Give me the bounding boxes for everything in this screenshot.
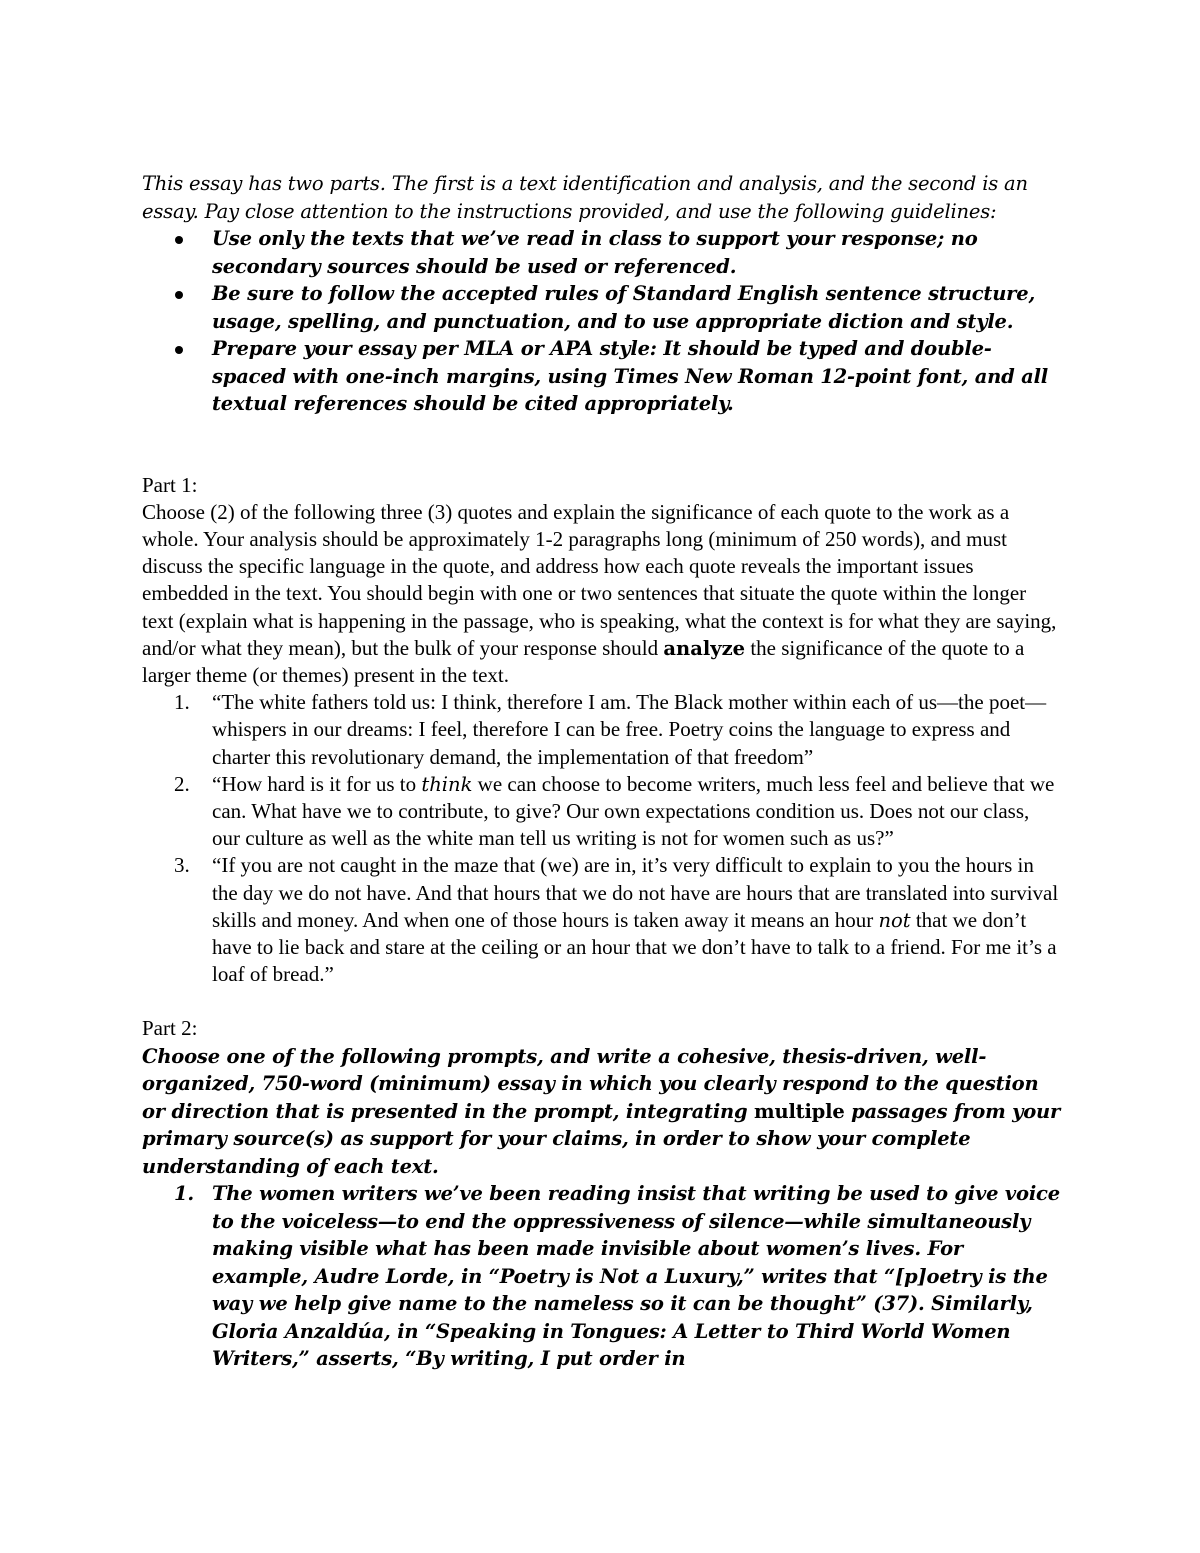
guideline-item — [212, 335, 1062, 418]
quote-text-end: we can choose to become writers, much less feel and believe that we can. What have we to contribute, to give? Our own expectations condition us. Does not our class, our culture as well as the white man tell us writing is not for women such as us?” — [212, 771, 1055, 851]
bullet-icon — [175, 346, 183, 354]
quote-number: 2. — [174, 771, 190, 796]
quote-text: “The white fathers told us: I think, therefore I am. The Black mother within each of us—the poet—whispers in our dreams: I feel, therefore I can be free. Poetry coins the language to express and charter this revolutionary demand, the implementation of that freedom” — [212, 690, 1047, 769]
part2-instructions-text: Choose one of the following prompts, and write a cohesive, thesis-driven, well-organized, 750-word (minimum) essay in which you clearly respond to the question or direction that is presented in the prompt, integrating — [142, 1044, 1039, 1123]
part1-instructions-text-end: the significance of the quote to a larger theme (or themes) present in the text. — [142, 635, 1025, 687]
quote-item — [174, 689, 1062, 771]
prompt-number: 1. — [174, 1182, 194, 1206]
quote-item — [174, 852, 1062, 988]
quote-item — [174, 771, 1062, 853]
part2-instructions-text-end: passages from your primary source(s) as support for your claims, in order to show your complete understanding of each text. — [142, 1099, 1061, 1178]
quote-emphasis: think — [421, 772, 473, 796]
guideline-text: Prepare your essay per MLA or APA style: It should be typed and double-spaced with one-inch margins, using Times New Roman 12-point font, and all textual references should be cited appropriately. — [212, 337, 1048, 415]
part2-heading: Part 2: — [142, 1016, 198, 1041]
part2-instructions — [142, 1043, 1062, 1181]
guidelines-list — [142, 225, 1062, 418]
quote-text-end: that we don’t have to lie back and stare at the ceiling or an hour that we don’t have to talk to a friend. For me it’s a loaf of bread.” — [212, 907, 1057, 987]
prompts-list — [142, 1180, 1062, 1373]
bullet-icon — [175, 291, 183, 299]
part1-instructions — [142, 499, 1062, 689]
prompt-item — [174, 1180, 1062, 1373]
part1-heading: Part 1: — [142, 472, 198, 497]
quote-emphasis: not — [878, 908, 911, 932]
part1-instructions-emphasis: analyze — [663, 636, 746, 660]
guideline-item — [212, 280, 1062, 335]
intro-paragraph: This essay has two parts. The first is a text identification and analysis, and the second is an essay. Pay close attention to the instructions provided, and use the following guidelines: — [142, 172, 1028, 223]
quote-text: “If you are not caught in the maze that (we) are in, it’s very difficult to explain to you the hours in the day we do not have. And that hours that we do not have are hours that are translated into survival skills and money. And when one of those hours is taken away it means an hour — [212, 853, 1059, 932]
quote-number: 3. — [174, 853, 190, 878]
bullet-icon — [175, 236, 183, 244]
spacer — [142, 418, 1062, 472]
part2-instructions-emphasis: multiple — [754, 1099, 845, 1123]
spacer — [142, 988, 1062, 1015]
guideline-text: Use only the texts that we’ve read in class to support your response; no secondary sources should be used or referenced. — [212, 227, 978, 278]
prompt-text: The women writers we’ve been reading insist that writing be used to give voice to the voiceless—to end the oppressiveness of silence—while simultaneously making visible what has been made invisible about women’s lives. For example, Audre Lorde, in “Poetry is Not a Luxury,” writes that “[p]oetry is the way we help give name to the nameless so it can be thought” (37). Similarly, Gloria Anzaldúa, in “Speaking in Tongues: A Letter to Third World Women Writers,” asserts, “By writing, I put order in — [212, 1182, 1060, 1371]
quote-text: “How hard is it for us to — [212, 771, 417, 796]
part1-instructions-text: Choose (2) of the following three (3) quotes and explain the significance of each quote to the work as a whole. Your analysis should be approximately 1-2 paragraphs long (minimum of 250 words), and must discuss the specific language in the quote, and address how each quote reveals the important issues embedded in the text. You should begin with one or two sentences that situate the quote within the longer text (explain what is happening in the passage, who is speaking, what the context is for what they are saying, and/or what they mean), but the bulk of your response should — [142, 499, 1057, 660]
guideline-item — [212, 225, 1062, 280]
document-content — [142, 170, 1062, 1373]
quote-number: 1. — [174, 690, 190, 715]
guideline-text: Be sure to follow the accepted rules of Standard English sentence structure, usage, spelling, and punctuation, and to use appropriate diction and style. — [212, 282, 1036, 333]
quotes-list — [142, 689, 1062, 988]
